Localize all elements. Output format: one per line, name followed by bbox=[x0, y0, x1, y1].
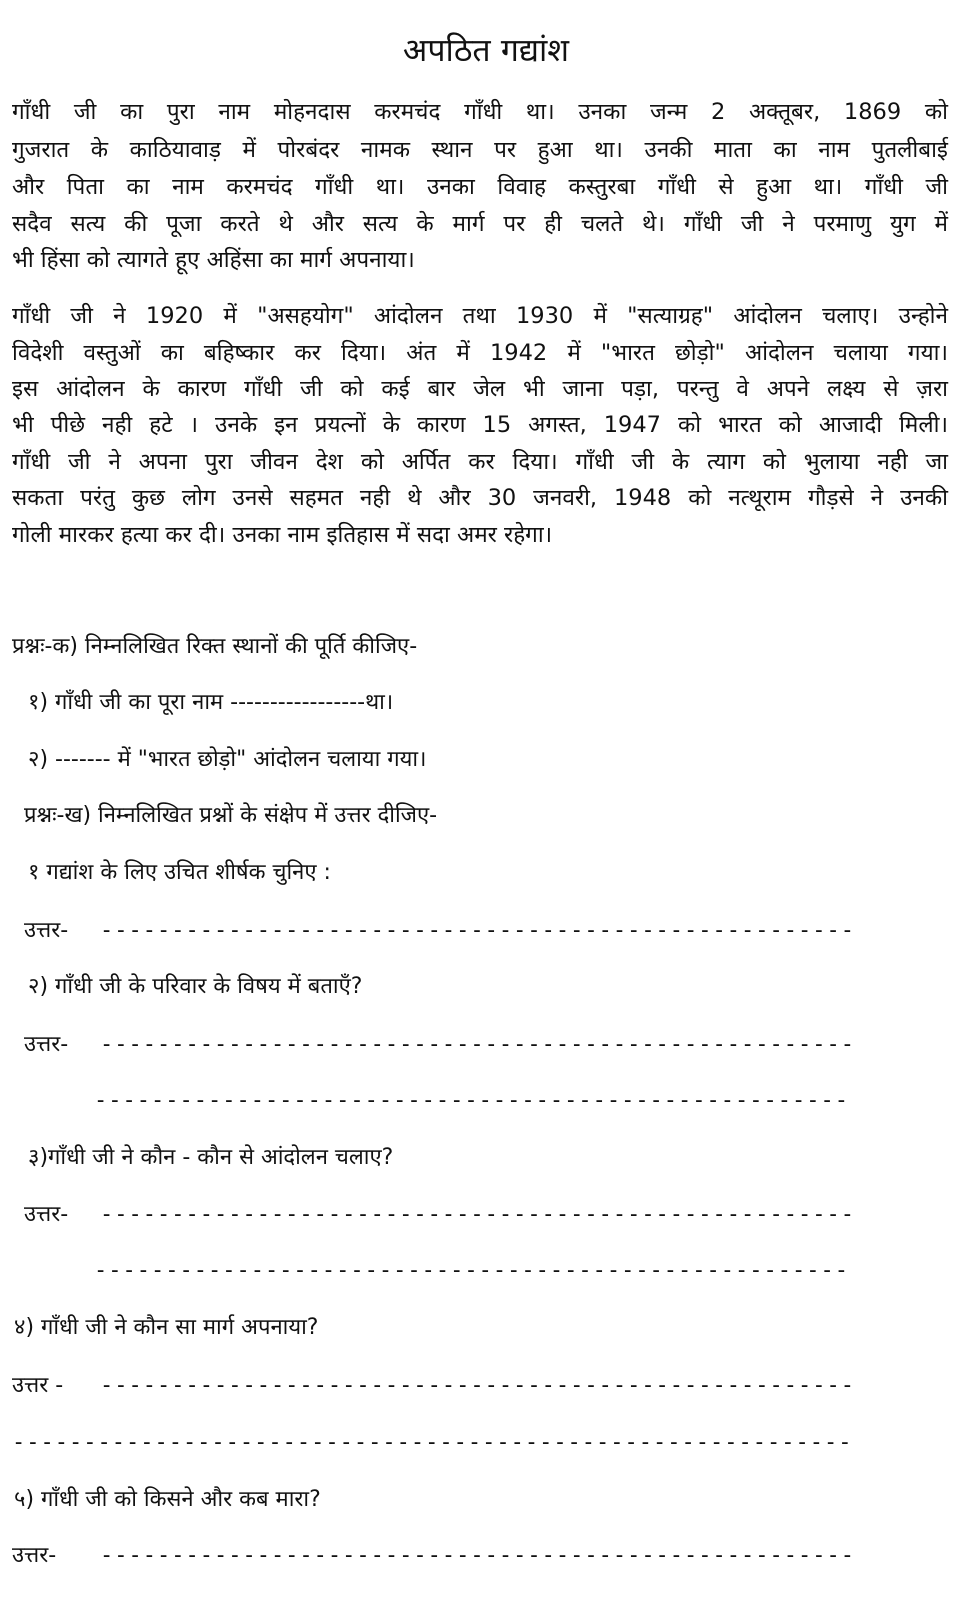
passage-line: गाँधी जी का पुरा नाम मोहनदास करमचंद गाँधी था। उनका जन्म 2 अक्तूबर, 1869 को bbox=[12, 99, 948, 125]
answer-line[interactable]: ----------------------------------------------------- bbox=[94, 1258, 849, 1283]
short-question-1: १ गद्यांश के लिए उचित शीर्षक चुनिए : bbox=[28, 860, 331, 885]
passage-line: इस आंदोलन के कारण गाँधी जी को कई बार जेल भी जाना पड़ा, परन्तु वे अपने लक्ष्य से ज़रा bbox=[12, 376, 948, 402]
fill-blank-question-1: १) गाँधी जी का पूरा नाम -----------------था। bbox=[28, 690, 394, 715]
passage-line: विदेशी वस्तुओं का बहिष्कार कर दिया। अंत में 1942 में "भारत छोड़ो" आंदोलन चलाया गया। bbox=[12, 340, 948, 366]
answer-label: उत्तर- bbox=[24, 1202, 69, 1227]
answer-label: उत्तर- bbox=[12, 1543, 57, 1568]
page-title: अपठित गद्यांश bbox=[402, 31, 570, 69]
passage-line: गोली मारकर हत्या कर दी। उनका नाम इतिहास में सदा अमर रहेगा। bbox=[12, 522, 553, 548]
short-question-5: ५) गाँधी जी को किसने और कब मारा? bbox=[14, 1487, 321, 1512]
passage-line: भी पीछे नही हटे । उनके इन प्रयत्नों के कारण 15 अगस्त, 1947 को भारत को आजादी मिली। bbox=[12, 412, 948, 438]
short-question-3: ३)गाँधी जी ने कौन - कौन से आंदोलन चलाए? bbox=[28, 1145, 394, 1170]
section-b-heading: प्रश्नः-ख) निम्नलिखित प्रश्नों के संक्षेप में उत्तर दीजिए- bbox=[24, 803, 438, 828]
answer-label: उत्तर- bbox=[24, 1032, 69, 1057]
passage-line: और पिता का नाम करमचंद गाँधी था। उनका विवाह कस्तुरबा गाँधी से हुआ था। गाँधी जी bbox=[12, 174, 948, 200]
passage-line: गाँधी जी ने अपना पुरा जीवन देश को अर्पित कर दिया। गाँधी जी के त्याग को भुलाया नही जा bbox=[12, 449, 948, 475]
passage-line: गाँधी जी ने 1920 में "असहयोग" आंदोलन तथा 1930 में "सत्याग्रह" आंदोलन चलाए। उन्होने bbox=[12, 303, 948, 329]
answer-line[interactable]: ----------------------------------------------------- bbox=[100, 1373, 855, 1398]
answer-line[interactable]: ----------------------------------------------------- bbox=[100, 1202, 855, 1227]
answer-line[interactable]: ----------------------------------------------------- bbox=[94, 1088, 849, 1113]
short-question-2: २) गाँधी जी के परिवार के विषय में बताएँ? bbox=[28, 974, 363, 999]
passage-line: भी हिंसा को त्यागते हूए अहिंसा का मार्ग अपनाया। bbox=[12, 247, 415, 273]
answer-line[interactable]: ----------------------------------------------------- bbox=[100, 918, 855, 943]
answer-label: उत्तर- bbox=[24, 918, 69, 943]
short-question-4: ४) गाँधी जी ने कौन सा मार्ग अपनाया? bbox=[14, 1315, 319, 1340]
passage-line: गुजरात के काठियावाड़ में पोरबंदर नामक स्थान पर हुआ था। उनकी माता का नाम पुतलीबाई bbox=[12, 137, 948, 163]
answer-line[interactable]: ----------------------------------------------------- bbox=[100, 1543, 855, 1568]
answer-line[interactable]: ----------------------------------------------------- bbox=[100, 1032, 855, 1057]
passage-line: सदैव सत्य की पूजा करते थे और सत्य के मार्ग पर ही चलते थे। गाँधी जी ने परमाणु युग में bbox=[12, 211, 948, 237]
fill-blank-question-2: २) ------- में "भारत छोड़ो" आंदोलन चलाया गया। bbox=[28, 747, 427, 772]
passage-line: सकता परंतु कुछ लोग उनसे सहमत नही थे और 30 जनवरी, 1948 को नत्थूराम गौड़से ने उनकी bbox=[12, 485, 948, 511]
answer-label: उत्तर - bbox=[12, 1373, 64, 1398]
answer-line[interactable]: ----------------------------------------------------------- bbox=[12, 1430, 853, 1455]
section-a-heading: प्रश्नः-क) निम्नलिखित रिक्त स्थानों की पूर्ति कीजिए- bbox=[12, 634, 418, 659]
